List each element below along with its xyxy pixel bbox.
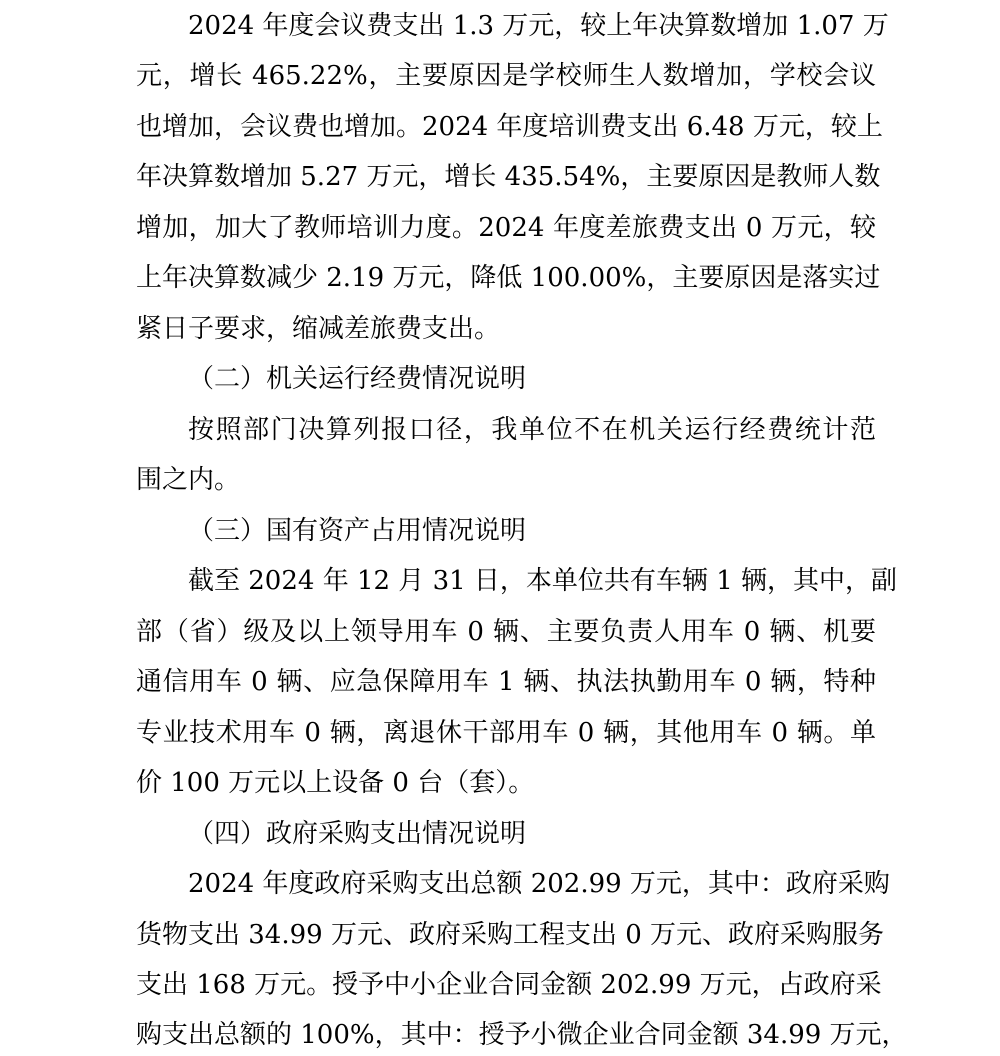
text-line: 支出 168 万元。授予中小企业合同金额 202.99 万元，占政府采 [136, 970, 882, 1000]
text-line: 也增加，会议费也增加。2024 年度培训费支出 6.48 万元，较上 [136, 112, 883, 142]
text-line: 按照部门决算列报口径，我单位不在机关运行经费统计范 [188, 415, 876, 445]
text-line: 专业技术用车 0 辆，离退休干部用车 0 辆，其他用车 0 辆。单 [136, 718, 876, 748]
text-line: 通信用车 0 辆、应急保障用车 1 辆、执法执勤用车 0 辆，特种 [136, 667, 876, 697]
text-line: 部（省）级及以上领导用车 0 辆、主要负责人用车 0 辆、机要 [136, 617, 876, 647]
text-line: 上年决算数减少 2.19 万元，降低 100.00%，主要原因是落实过 [136, 263, 881, 293]
text-line: 紧日子要求，缩减差旅费支出。 [136, 314, 501, 344]
text-line: 2024 年度会议费支出 1.3 万元，较上年决算数增加 1.07 万 [188, 11, 889, 41]
text-line: 货物支出 34.99 万元、政府采购工程支出 0 万元、政府采购服务 [136, 920, 885, 950]
text-line: 价 100 万元以上设备 0 台（套）。 [136, 768, 535, 798]
text-line: 增加，加大了教师培训力度。2024 年度差旅费支出 0 万元，较 [136, 213, 876, 243]
text-line: 购支出总额的 100%，其中：授予小微企业合同金额 34.99 万元， [136, 1020, 908, 1050]
text-line: 元，增长 465.22%，主要原因是学校师生人数增加，学校会议 [136, 61, 876, 91]
text-line: 截至 2024 年 12 月 31 日，本单位共有车辆 1 辆，其中，副 [188, 566, 897, 596]
section-heading: （四）政府采购支出情况说明 [188, 819, 527, 849]
text-line: 年决算数增加 5.27 万元，增长 435.54%，主要原因是教师人数 [136, 162, 881, 192]
text-line: 围之内。 [136, 465, 241, 495]
section-heading: （三）国有资产占用情况说明 [188, 516, 527, 546]
text-line: 2024 年度政府采购支出总额 202.99 万元，其中：政府采购 [188, 869, 890, 899]
section-heading: （二）机关运行经费情况说明 [188, 364, 527, 394]
